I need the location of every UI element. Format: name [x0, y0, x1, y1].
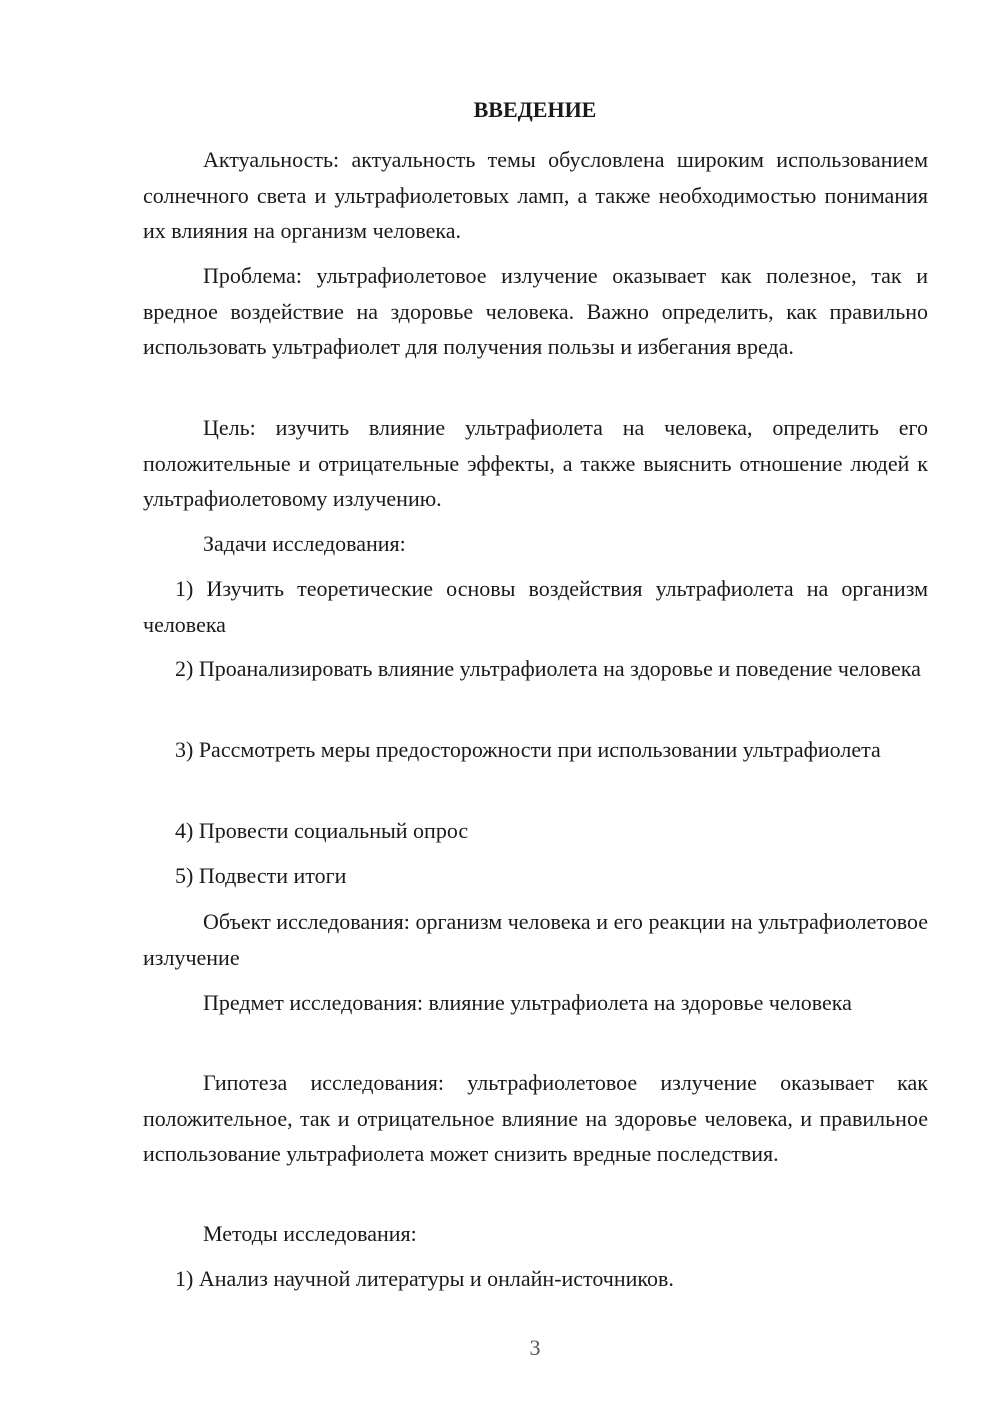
list-item-task-4: 4) Провести социальный опрос — [175, 818, 469, 843]
paragraph-methods-heading: Методы исследования: — [203, 1221, 417, 1246]
list-item-task-1: 1) Изучить теоретические основы воздействия ультрафиолета на организм человека — [143, 576, 928, 637]
page-number: 3 — [529, 1335, 541, 1360]
list-item-method-1: 1) Анализ научной литературы и онлайн-источников. — [175, 1266, 674, 1291]
paragraph-object: Объект исследования: организм человека и его реакции на ультрафиолетовое излучение — [143, 909, 928, 970]
paragraph-hypothesis: Гипотеза исследования: ультрафиолетовое излучение оказывает как положительное, так и отрицательное влияние на здоровье человека, и правильное использование ультрафиолета может снизить вредные последствия. — [143, 1070, 928, 1166]
paragraph-problem: Проблема: ультрафиолетовое излучение оказывает как полезное, так и вредное воздействие на здоровье человека. Важно определить, как правильно использовать ультрафиолет для получения пользы и избегания вреда. — [143, 263, 928, 359]
list-item-task-2: 2) Проанализировать влияние ультрафиолета на здоровье и поведение человека — [175, 656, 921, 681]
list-item-task-5: 5) Подвести итоги — [175, 863, 347, 888]
paragraph-subject: Предмет исследования: влияние ультрафиолета на здоровье человека — [203, 990, 852, 1015]
page-title: ВВЕДЕНИЕ — [473, 97, 597, 122]
paragraph-tasks-heading: Задачи исследования: — [203, 531, 406, 556]
paragraph-goal: Цель: изучить влияние ультрафиолета на человека, определить его положительные и отрицательные эффекты, а также выяснить отношение людей к ультрафиолетовому излучению. — [143, 415, 928, 511]
list-item-task-3: 3) Рассмотреть меры предосторожности при использовании ультрафиолета — [175, 737, 881, 762]
paragraph-relevance: Актуальность: актуальность темы обусловлена широким использованием солнечного света и ультрафиолетовых ламп, а также необходимостью понимания их влияния на организм человека. — [143, 147, 928, 243]
